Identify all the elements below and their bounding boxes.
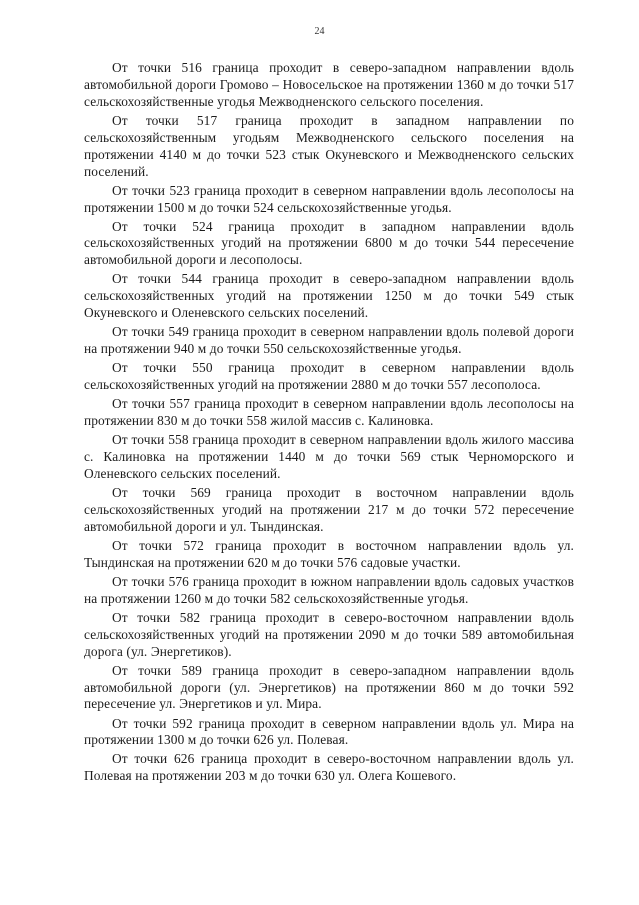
boundary-paragraph: От точки 517 граница проходит в западном направлении по сельскохозяйственным угодьям Межводненского сельского поселения на протяжении 4140 м до точки 523 стык Окуневского и Межводненского сельских поселений.: [84, 112, 574, 179]
boundary-paragraph: От точки 569 граница проходит в восточном направлении вдоль сельскохозяйственных угодий на протяжении 217 м до точки 572 пересечение автомобильной дороги и ул. Тындинская.: [84, 485, 574, 534]
boundary-paragraph: От точки 576 граница проходит в южном направлении вдоль садовых участков на протяжении 1260 м до точки 582 сельскохозяйственные угодья.: [84, 573, 574, 606]
boundary-paragraph: От точки 549 граница проходит в северном направлении вдоль полевой дороги на протяжении 940 м до точки 550 сельскохозяйственные угодья.: [84, 324, 574, 357]
boundary-paragraph: От точки 592 граница проходит в северном направлении вдоль ул. Мира на протяжении 1300 м до точки 626 ул. Полевая.: [84, 715, 574, 748]
boundary-paragraph: От точки 544 граница проходит в северо-западном направлении вдоль сельскохозяйственных угодий на протяжении 1250 м до точки 549 стык Окуневского и Оленевского сельских поселений.: [84, 271, 574, 321]
boundary-paragraph: От точки 516 граница проходит в северо-западном направлении вдоль автомобильной дороги Громово – Новосельское на протяжении 1360 м до точки 517 сельскохозяйственные угодья Межводненского сельского поселения.: [84, 60, 574, 109]
boundary-paragraph: От точки 572 граница проходит в восточном направлении вдоль ул. Тындинская на протяжении 620 м до точки 576 садовые участки.: [84, 537, 574, 570]
boundary-paragraph: От точки 550 граница проходит в северном направлении вдоль сельскохозяйственных угодий на протяжении 2880 м до точки 557 лесополоса.: [84, 360, 574, 393]
boundary-paragraph: От точки 626 граница проходит в северо-восточном направлении вдоль ул. Полевая на протяжении 203 м до точки 630 ул. Олега Кошевого.: [84, 751, 574, 784]
boundary-paragraph: От точки 558 граница проходит в северном направлении вдоль жилого массива с. Калиновка на протяжении 1440 м до точки 569 стык Черноморского и Оленевского сельских поселений.: [84, 432, 574, 481]
boundary-paragraph: От точки 557 граница проходит в северном направлении вдоль лесополосы на протяжении 830 м до точки 558 жилой массив с. Калиновка.: [84, 396, 574, 429]
boundary-paragraph: От точки 523 граница проходит в северном направлении вдоль лесополосы на протяжении 1500 м до точки 524 сельскохозяйственные угодья.: [84, 182, 574, 215]
document-body: [84, 60, 574, 787]
page-number: 24: [314, 26, 325, 37]
boundary-paragraph: От точки 589 граница проходит в северо-западном направлении вдоль автомобильной дороги (ул. Энергетиков) на протяжении 860 м до точки 592 пересечение ул. Энергетиков и ул. Мира.: [84, 662, 574, 712]
boundary-paragraph: От точки 582 граница проходит в северо-восточном направлении вдоль сельскохозяйственных угодий на протяжении 2090 м до точки 589 автомобильная дорога (ул. Энергетиков).: [84, 609, 574, 659]
boundary-paragraph: От точки 524 граница проходит в западном направлении вдоль сельскохозяйственных угодий на протяжении 6800 м до точки 544 пересечение автомобильной дороги и лесополосы.: [84, 218, 574, 268]
